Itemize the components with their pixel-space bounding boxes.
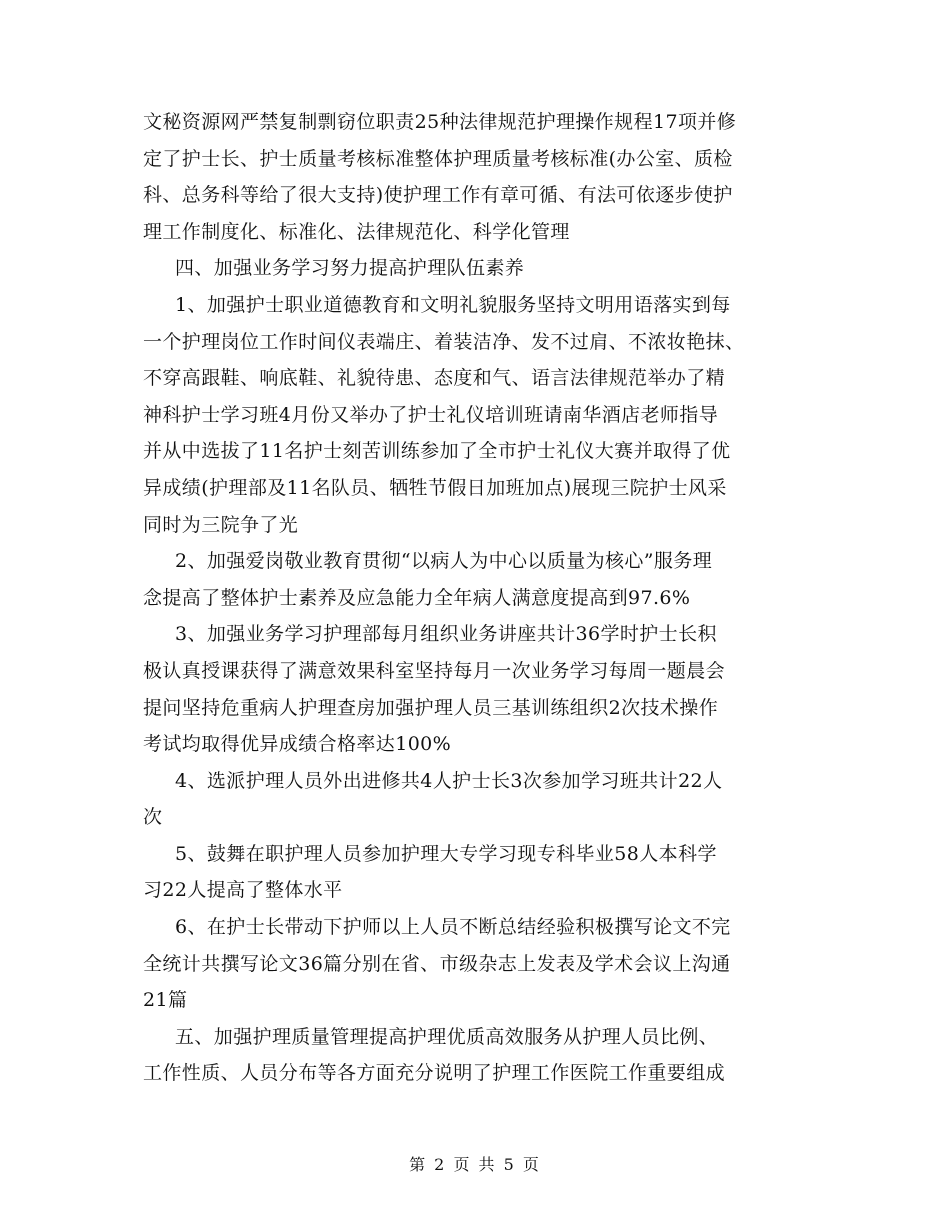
text-line: 考试均取得优异成绩合格率达100% [143, 733, 452, 756]
text-line: 科、总务科等给了很大支持)使护理工作有章可循、有法可依逐步使护 [143, 184, 733, 207]
paragraph [143, 287, 808, 543]
text-line: 21篇 [143, 989, 188, 1012]
text-line: 一个护理岗位工作时间仪表端庄、着装洁净、发不过肩、不浓妆艳抹、 [143, 330, 745, 353]
text-line: 念提高了整体护士素养及应急能力全年病人满意度提高到97.6% [143, 586, 691, 609]
text-line: 全统计共撰写论文36篇分别在省、市级杂志上发表及学术会议上沟通 [143, 952, 731, 975]
text-line: 1、加强护士职业道德教育和文明礼貌服务坚持文明用语落实到每 [175, 293, 731, 316]
paragraph [143, 616, 808, 762]
page-number-footer: 第 2 页 共 5 页 [409, 1155, 541, 1174]
paragraph [143, 763, 808, 836]
text-line: 3、加强业务学习护理部每月组织业务讲座共计36学时护士长积 [175, 623, 717, 646]
text-line: 定了护士长、护士质量考核标准整体护理质量考核标准(办公室、质检 [143, 147, 733, 170]
text-line: 习22人提高了整体水平 [143, 879, 343, 902]
text-line: 2、加强爱岗敬业教育贯彻“以病人为中心以质量为核心”服务理 [175, 550, 713, 573]
text-line: 四、加强业务学习努力提高护理队伍素养 [175, 257, 525, 280]
paragraph [143, 104, 808, 250]
text-line: 异成绩(护理部及11名队员、牺牲节假日加班加点)展现三院护士风采 [143, 476, 727, 499]
text-line: 次 [143, 806, 163, 829]
text-line: 4、选派护理人员外出进修共4人护士长3次参加学习班共计22人 [175, 769, 723, 792]
text-line: 文秘资源网严禁复制剽窃位职责25种法律规范护理操作规程17项并修 [143, 111, 737, 133]
body-text [143, 104, 808, 1092]
text-line: 理工作制度化、标准化、法律规范化、科学化管理 [143, 220, 570, 243]
text-line: 提问坚持危重病人护理查房加强护理人员三基训练组织2次技术操作 [143, 696, 719, 719]
text-line: 不穿高跟鞋、响底鞋、礼貌待患、态度和气、语言法律规范举办了精 [143, 367, 726, 390]
text-line: 五、加强护理质量管理提高护理优质高效服务从护理人员比例、 [175, 1025, 719, 1048]
text-line: 工作性质、人员分布等各方面充分说明了护理工作医院工作重要组成 [143, 1062, 726, 1085]
text-line: 同时为三院争了光 [143, 513, 299, 536]
text-line: 5、鼓舞在职护理人员参加护理大专学习现专科毕业58人本科学 [175, 842, 717, 865]
paragraph [143, 836, 808, 909]
text-line: 神科护士学习班4月份又举办了护士礼仪培训班请南华酒店老师指导 [143, 403, 719, 426]
section-heading [143, 250, 808, 287]
text-line: 6、在护士长带动下护师以上人员不断总结经验积极撰写论文不完 [175, 916, 731, 939]
text-line: 极认真授课获得了满意效果科室坚持每月一次业务学习每周一题晨会 [143, 659, 726, 682]
paragraph [143, 909, 808, 1019]
text-line: 并从中选拔了11名护士刻苦训练参加了全市护士礼仪大赛并取得了优 [143, 440, 731, 463]
paragraph [143, 543, 808, 616]
section-heading [143, 1019, 808, 1092]
